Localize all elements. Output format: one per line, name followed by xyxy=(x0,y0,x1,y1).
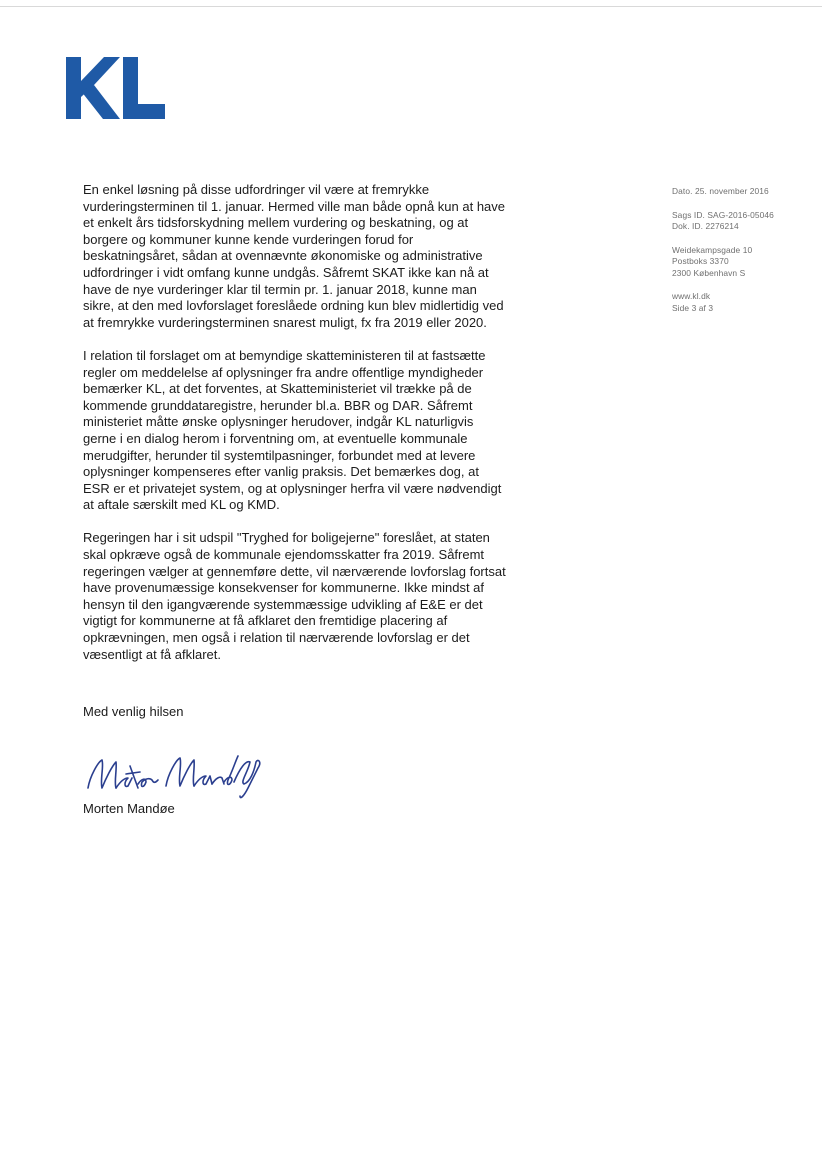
letter-body xyxy=(83,182,563,680)
handwritten-signature xyxy=(80,748,270,806)
address-box: Postboks 3370 xyxy=(672,256,729,266)
paragraph-line: borgere og kommuner kunne kende vurderingen forud for xyxy=(83,231,414,247)
paragraph-line: et enkelt års tidsforskydning mellem vurdering og beskatning, og at xyxy=(83,215,469,231)
paragraph-line: regler om meddelelse af oplysninger fra andre offentlige myndigheder xyxy=(83,364,484,380)
paragraph-line: merudgifter, herunder til systemtilpasninger, forbundet med at levere xyxy=(83,447,476,463)
paragraph-line: beskatningsåret, sådan at ovennævnte økonomiske og administrative xyxy=(83,248,483,264)
case-id: Sags ID. SAG-2016-05046 xyxy=(672,209,774,220)
paragraph-line: væsentligt at få afklaret. xyxy=(83,646,222,662)
paragraph-line: sikre, at den med lovforslaget foreslåede ordning kun blev midlertidig ved xyxy=(83,298,504,314)
paragraph-line: bemærker KL, at det forventes, at Skatteministeriet vil trække på de xyxy=(83,381,472,397)
website: www.kl.dk xyxy=(672,291,711,301)
kl-logo xyxy=(66,57,166,119)
paragraph-line: skal opkræve også de kommunale ejendomsskatter fra 2019. Såfremt xyxy=(83,547,485,563)
paragraph-line: regeringen vælger at gennemføre dette, vil nærværende lovforslag fortsat xyxy=(83,563,506,579)
paragraph-line: ESR er et privatejet system, og at oplysninger herfra vil være nødvendigt xyxy=(83,480,502,496)
paragraph-line: opkrævningen, men også i relation til nærværende lovforslag er det xyxy=(83,630,470,646)
paragraph-line: have de nye vurderinger klar til termin pr. 1. januar 2018, kunne man xyxy=(83,281,477,297)
paragraph xyxy=(83,348,563,514)
document-date: Dato. 25. november 2016 xyxy=(672,186,769,196)
address-city: 2300 København S xyxy=(672,267,746,278)
page-number: Side 3 af 3 xyxy=(672,302,714,313)
paragraph-line: gerne i en dialog herom i forventning om, at eventuelle kommunale xyxy=(83,430,468,446)
signer-name: Morten Mandøe xyxy=(83,801,175,816)
paragraph-line: hensyn til den igangværende systemmæssige udvikling af E&E er det xyxy=(83,596,483,612)
document-metadata xyxy=(672,186,812,326)
page-top-rule xyxy=(0,6,822,7)
paragraph-line: at fremrykke vurderingsterminen snarest muligt, fx fra 2019 eller 2020. xyxy=(83,314,487,330)
paragraph-line: En enkel løsning på disse udfordringer vil være at fremrykke xyxy=(83,182,430,197)
paragraph-line: I relation til forslaget om at bemyndige skatteministeren til at fastsætte xyxy=(83,347,486,363)
paragraph-line: udfordringer i vidt omfang kunne undgås. Såfremt SKAT ikke kan nå at xyxy=(83,264,489,280)
paragraph-line: ministeriet måtte ønske oplysninger herudover, indgår KL naturligvis xyxy=(83,414,474,430)
closing-salutation: Med venlig hilsen xyxy=(83,704,184,719)
paragraph-line: at aftale særskilt med KL og KMD. xyxy=(83,497,280,513)
document-id: Dok. ID. 2276214 xyxy=(672,221,739,231)
paragraph xyxy=(83,182,563,331)
paragraph-line: oplysninger kompenseres efter vanlig praksis. Det bemærkes dog, at xyxy=(83,464,479,480)
address-street: Weidekampsgade 10 xyxy=(672,244,753,255)
paragraph xyxy=(83,530,563,663)
paragraph-line: vurderingsterminen til 1. januar. Hermed ville man både opnå kun at have xyxy=(83,198,506,214)
paragraph-line: kommende grunddataregistre, herunder bl.a. BBR og DAR. Såfremt xyxy=(83,397,473,413)
paragraph-line: Regeringen har i sit udspil "Tryghed for boligejerne" foreslået, at staten xyxy=(83,530,490,546)
paragraph-line: vigtigt for kommunerne at få afklaret den fremtidige placering af xyxy=(83,613,448,629)
paragraph-line: have provenumæssige konsekvenser for kommunerne. Ikke mindst af xyxy=(83,580,485,596)
